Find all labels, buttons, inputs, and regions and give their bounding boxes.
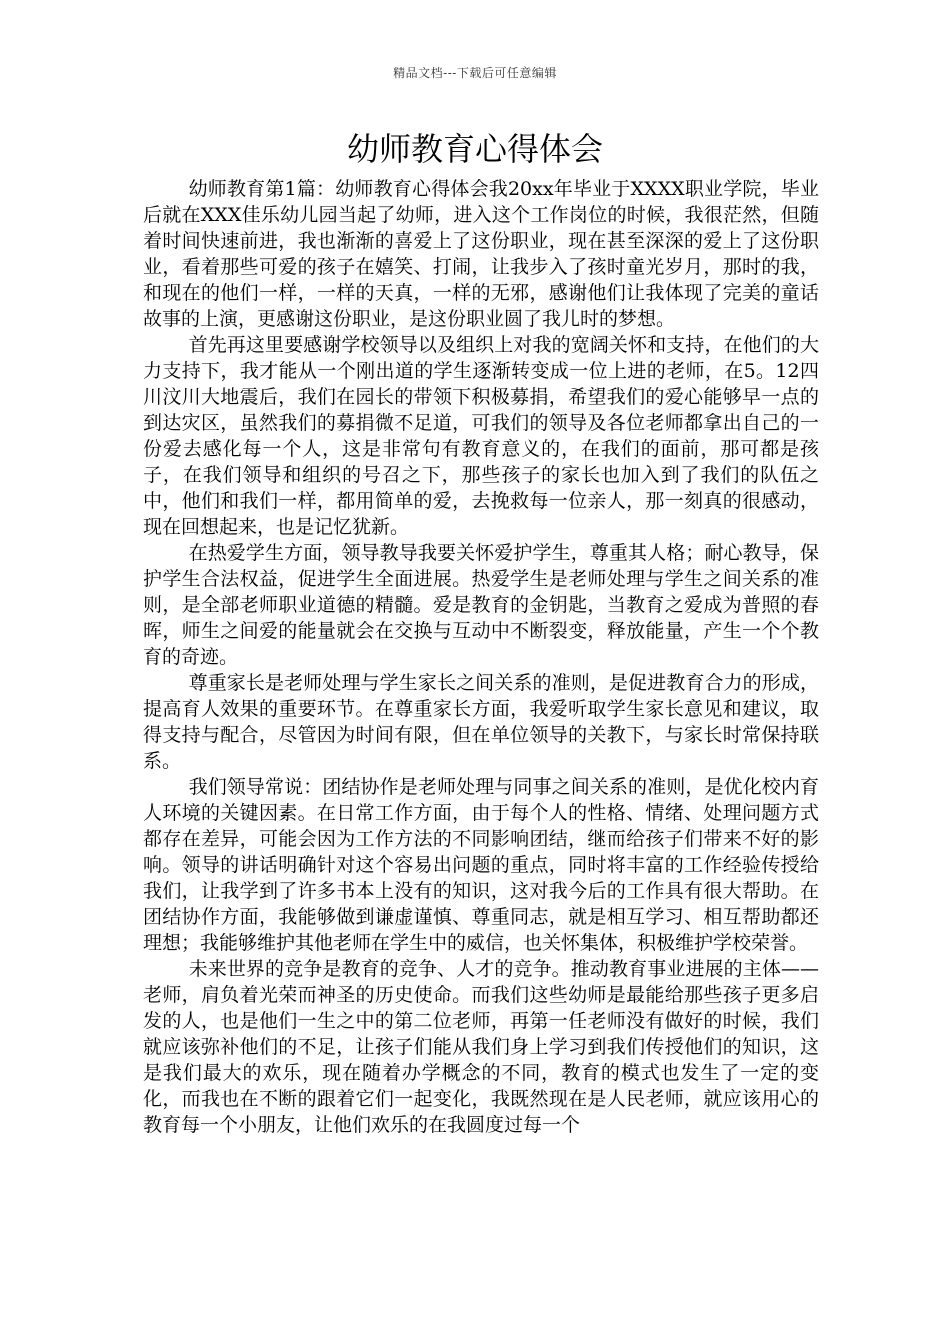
paragraph: 首先再这里要感谢学校领导以及组织上对我的宽阔关怀和支持，在他们的大力支持下，我才能从一个刚出道的学生逐渐转变成一位上进的老师，在5。12四川汶川大地震后，我们在园长的带领下积极募捐，希望我们的爱心能够早一点的到达灾区，虽然我们的募捐微不足道，可我们的领导及各位老师都拿出自己的一份爱去感化每一个人，这是非常句有教育意义的，在我们的面前，那可都是孩子，在我们领导和组织的号召之下，那些孩子的家长也加入到了我们的队伍之中，他们和我们一样，都用简单的爱，去挽救每一位亲人，那一刻真的很感动，现在回想起来，也是记忆犹新。	[143, 334, 819, 538]
paragraph: 幼师教育第1篇：幼师教育心得体会我20xx年毕业于XXXX职业学院，毕业后就在XXX佳乐幼儿园当起了幼师，进入这个工作岗位的时候，我很茫然，但随着时间快速前进，我也渐渐的喜爱上了这份职业，现在甚至深深的爱上了这份职业，看着那些可爱的孩子在嬉笑、打闹，让我步入了孩时童光岁月，那时的我，和现在的他们一样，一样的天真，一样的无邪，感谢他们让我体现了完美的童话故事的上演，更感谢这份职业，是这份职业圆了我儿时的梦想。	[143, 178, 819, 330]
paragraph: 尊重家长是老师处理与学生家长之间关系的准则，是促进教育合力的形成，提高育人效果的重要环节。在尊重家长方面，我爱听取学生家长意见和建议，取得支持与配合，尽管因为时间有限，但在单位领导的关教下，与家长时常保持联系。	[143, 672, 819, 772]
document-title: 幼师教育心得体会	[346, 130, 603, 168]
page-header: 精品文档---下载后可任意编辑	[393, 66, 557, 80]
paragraph: 未来世界的竞争是教育的竞争、人才的竞争。推动教育事业进展的主体——老师，肩负着光荣而神圣的历史使命。而我们这些幼师是最能给那些孩子更多启发的人，也是他们一生之中的第二位老师，再第一任老师没有做好的时候，我们就应该弥补他们的不足，让孩子们能从我们身上学习到我们传授他们的知识，这是我们最大的欢乐，现在随着办学概念的不同，教育的模式也发生了一定的变化，而我也在不断的跟着它们一起变化，我既然现在是人民老师，就应该用心的教育每一个小朋友，让他们欢乐的在我圆度过每一个	[143, 958, 819, 1136]
document-body	[143, 176, 819, 1138]
paragraph: 在热爱学生方面，领导教导我要关怀爱护学生，尊重其人格；耐心教导，保护学生合法权益，促进学生全面进展。热爱学生是老师处理与学生之间关系的准则，是全部老师职业道德的精髓。爱是教育的金钥匙，当教育之爱成为普照的春晖，师生之间爱的能量就会在交换与互动中不断裂变，释放能量，产生一个个教育的奇迹。	[143, 542, 819, 668]
paragraph: 我们领导常说：团结协作是老师处理与同事之间关系的准则，是优化校内育人环境的关键因素。在日常工作方面，由于每个人的性格、情绪、处理问题方式都存在差异，可能会因为工作方法的不同影响团结，继而给孩子们带来不好的影响。领导的讲话明确针对这个容易出问题的重点，同时将丰富的工作经验传授给我们，让我学到了许多书本上没有的知识，这对我今后的工作具有很大帮助。在团结协作方面，我能够做到谦虚谨慎、尊重同志，就是相互学习、相互帮助都还理想；我能够维护其他老师在学生中的威信，也关怀集体，积极维护学校荣誉。	[143, 776, 819, 954]
